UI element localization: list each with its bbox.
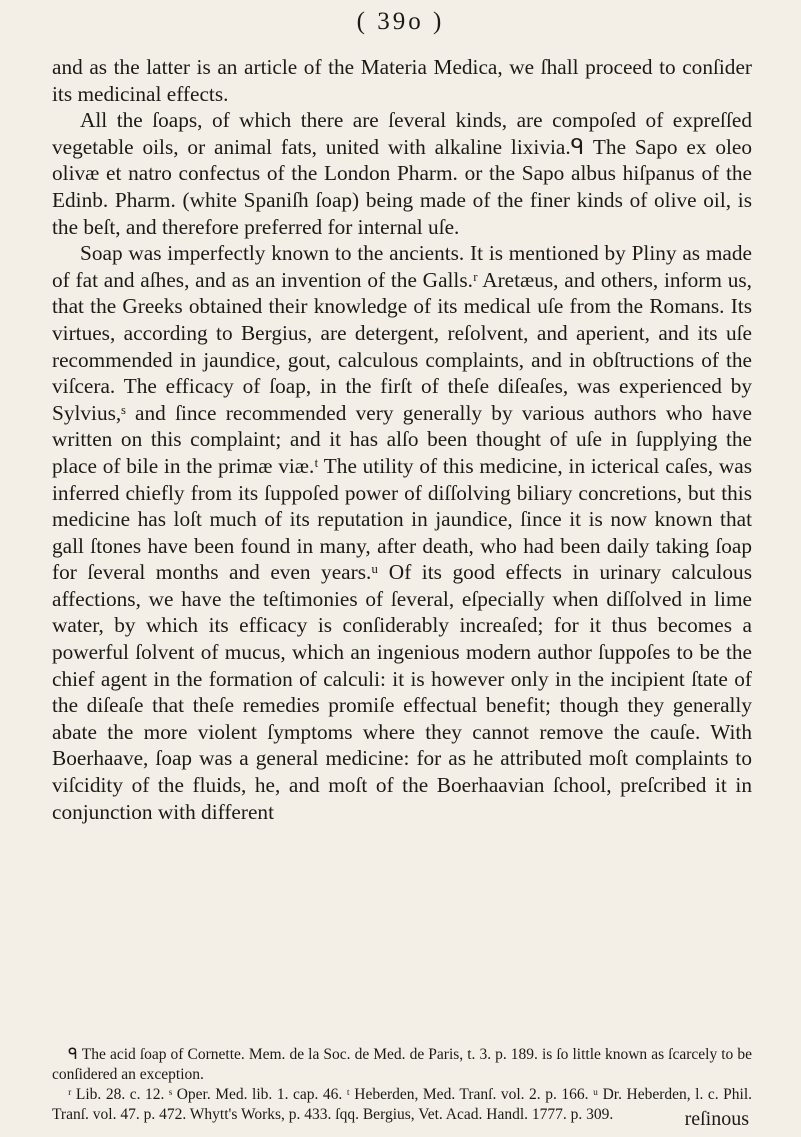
- page-number-header: ( 39o ): [356, 8, 445, 35]
- catchword: reſinous: [684, 1108, 749, 1130]
- paragraph: and as the latter is an article of the Materia Medica, we ſhall proceed to conſider its medicinal effects.: [52, 55, 752, 106]
- footnotes: [52, 1045, 752, 1125]
- footnote: ʳ Lib. 28. c. 12. ˢ Oper. Med. lib. 1. cap. 46. ᵗ Heberden, Med. Tranſ. vol. 2. p. 166. ᵘ Dr. Heberden, l. c. Phil. Tranſ. vol. 47. p. 472. Whytt's Works, p. 433. ſqq. Bergius, Vet. Acad. Handl. 1777. p. 309.: [52, 1086, 752, 1123]
- paragraph: Soap was imperfectly known to the ancients. It is mentioned by Pliny as made of fat and aſhes, and as an invention of the Galls.ʳ Aretæus, and others, inform us, that the Greeks obtained their knowledge of its medical uſe from the Romans. Its virtues, according to Bergius, are detergent, reſolvent, and aperient, and its uſe recommended in jaundice, gout, calculous complaints, and in obſtructions of the viſcera. The efficacy of ſoap, in the firſt of theſe diſeaſes, was experienced by Sylvius,ˢ and ſince recommended very generally by various authors who have written on this complaint; and it has alſo been thought of uſe in ſupplying the place of bile in the primæ viæ.ᵗ The utility of this medicine, in icterical caſes, was inferred chiefly from its ſuppoſed power of diſſolving biliary concretions, but this medicine has loſt much of its reputation in jaundice, ſince it is now known that gall ſtones have been found in many, after death, who had been daily taking ſoap for ſeveral months and even years.ᵘ Of its good effects in urinary calculous affections, we have the teſtimonies of ſeveral, eſpecially when diſſolved in lime water, by which its efficacy is conſiderably increaſed; for it thus becomes a powerful ſolvent of mucus, which an ingenious modern author ſuppoſes to be the chief agent in the formation of calculi: it is however only in the incipient ſtate of the diſeaſe that theſe remedies promiſe effectual benefit; though they generally abate the more violent ſymptoms where they cannot remove the cauſe. With Boerhaave, ſoap was a general medicine: for as he attributed moſt complaints to viſcidity of the fluids, he, and moſt of the Boerhaavian ſchool, preſcribed it in conjunction with different: [52, 241, 752, 824]
- footnote: ᑫ The acid ſoap of Cornette. Mem. de la Soc. de Med. de Paris, t. 3. p. 189. is ſo little known as ſcarcely to be conſidered an exception.: [52, 1046, 752, 1083]
- body-text: [52, 54, 752, 825]
- paragraph: All the ſoaps, of which there are ſeveral kinds, are compoſed of expreſſed vegetable oils, or animal fats, united with alkaline lixivia.ᑫ The Sapo ex oleo olivæ et natro confectus of the London Pharm. or the Sapo albus hiſpanus of the Edinb. Pharm. (white Spaniſh ſoap) being made of the finer kinds of olive oil, is the beſt, and therefore preferred for internal uſe.: [52, 108, 752, 239]
